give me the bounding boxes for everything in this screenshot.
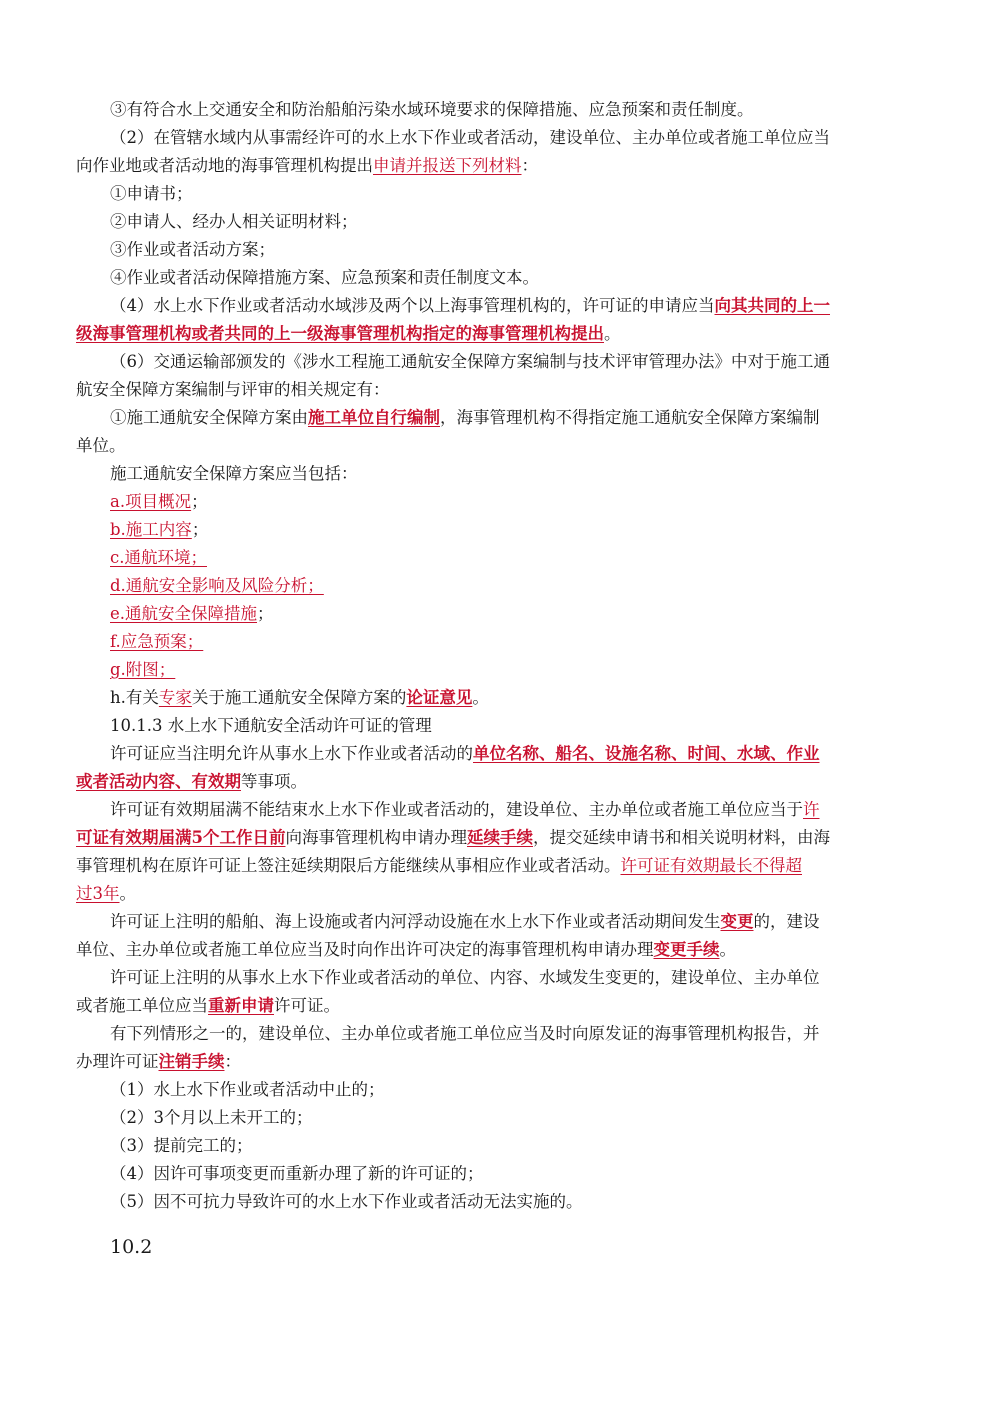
text-line	[76, 152, 928, 180]
highlighted-text: 论证意见	[406, 688, 473, 707]
highlighted-text: 可证有效期届满5个工作日前	[76, 828, 286, 847]
text-line	[76, 992, 928, 1020]
text-line	[76, 180, 928, 208]
text-line	[76, 824, 928, 852]
text-line	[76, 348, 928, 376]
highlighted-text: 变更	[720, 912, 754, 931]
text-line	[76, 684, 928, 712]
text-segment: 关于施工通航安全保障方案的	[191, 688, 407, 707]
text-line	[76, 936, 928, 964]
text-segment: h.有关	[110, 688, 159, 707]
text-line	[76, 908, 928, 936]
highlighted-text: b.施工内容	[110, 520, 192, 539]
text-segment: （6）交通运输部颁发的《涉水工程施工通航安全保障方案编制与技术评审管理办法》中对于施工通	[110, 352, 830, 371]
text-line	[76, 460, 928, 488]
text-segment: 向海事管理机构申请办理	[285, 828, 467, 847]
text-segment: ③作业或者活动方案；	[110, 240, 275, 259]
text-line	[76, 236, 928, 264]
text-segment: 。	[604, 324, 621, 343]
text-line	[76, 600, 928, 628]
text-segment: 向作业地或者活动地的海事管理机构提出	[76, 156, 373, 175]
highlighted-text: 变更手续	[653, 940, 720, 959]
highlighted-text: e.通航安全保障措施	[110, 604, 258, 623]
text-line	[76, 404, 928, 432]
text-line	[76, 544, 928, 572]
text-segment: （3）提前完工的；	[110, 1136, 253, 1155]
text-line	[76, 1076, 928, 1104]
highlighted-text: 过3年	[76, 884, 120, 903]
text-segment: ，提交延续申请书和相关说明材料，由海	[532, 828, 830, 847]
text-segment: 许可证有效期届满不能结束水上水下作业或者活动的，建设单位、主办单位或者施工单位应当于	[110, 800, 803, 819]
highlighted-text: 专家	[158, 688, 192, 707]
text-segment: 办理许可证	[76, 1052, 159, 1071]
text-line	[76, 124, 928, 152]
text-line	[76, 96, 928, 124]
text-segment: 许可证上注明的船舶、海上设施或者内河浮动设施在水上水下作业或者活动期间发生	[110, 912, 721, 931]
text-segment: ②申请人、经办人相关证明材料；	[110, 212, 358, 231]
text-line	[76, 628, 928, 656]
text-segment: 等事项。	[241, 772, 307, 791]
text-segment: 单位。	[76, 436, 126, 455]
text-line	[76, 1104, 928, 1132]
text-line	[76, 1160, 928, 1188]
document-body	[76, 96, 928, 1262]
text-line	[76, 320, 928, 348]
text-line	[76, 880, 928, 908]
text-segment: ；	[191, 520, 209, 539]
text-segment: ：	[521, 156, 538, 175]
text-segment: 许可证应当注明允许从事水上水下作业或者活动的	[110, 744, 473, 763]
text-segment: 航安全保障方案编制与评审的相关规定有：	[76, 380, 390, 399]
text-segment: ①施工通航安全保障方案由	[110, 408, 308, 427]
text-line	[76, 516, 928, 544]
text-segment: 许可证。	[274, 996, 340, 1015]
highlighted-text: 向其共同的上一	[714, 296, 830, 315]
text-segment: （1）水上水下作业或者活动中止的；	[110, 1080, 385, 1099]
text-segment: 10.1.3 水上水下通航安全活动许可证的管理	[110, 716, 432, 735]
highlighted-text: 施工单位自行编制	[308, 408, 440, 427]
section-heading: 10.2	[110, 1236, 153, 1258]
text-line	[76, 1188, 928, 1216]
highlighted-text: 许	[803, 800, 820, 819]
text-segment: ：	[224, 1052, 241, 1071]
text-segment: 有下列情形之一的，建设单位、主办单位或者施工单位应当及时向原发证的海事管理机构报告，并	[110, 1024, 820, 1043]
text-line	[76, 432, 928, 460]
highlighted-text: 注销手续	[158, 1052, 225, 1071]
text-segment: 的，建设	[753, 912, 820, 931]
highlighted-text: 级海事管理机构或者共同的上一级海事管理机构指定的海事管理机构提出	[76, 324, 604, 343]
highlighted-text: 重新申请	[208, 996, 274, 1015]
text-line	[76, 712, 928, 740]
highlighted-text: 许可证有效期最长不得超	[620, 856, 802, 875]
text-segment: 。	[719, 940, 736, 959]
text-line	[76, 208, 928, 236]
text-line	[76, 264, 928, 292]
text-line	[76, 292, 928, 320]
text-segment: 单位、主办单位或者施工单位应当及时向作出许可决定的海事管理机构申请办理	[76, 940, 654, 959]
highlighted-text: 申请并报送下列材料	[373, 156, 522, 175]
text-line	[76, 656, 928, 684]
text-segment: 。	[472, 688, 489, 707]
text-segment: ；	[191, 492, 208, 511]
text-segment: 施工通航安全保障方案应当包括：	[110, 464, 358, 483]
text-segment: ③有符合水上交通安全和防治船舶污染水域环境要求的保障措施、应急预案和责任制度。	[110, 100, 754, 119]
text-segment: ，海事管理机构不得指定施工通航安全保障方案编制	[440, 408, 820, 427]
text-segment: （2）3个月以上未开工的；	[110, 1108, 313, 1127]
text-segment: 或者施工单位应当	[76, 996, 208, 1015]
text-segment: ；	[257, 604, 274, 623]
text-segment: （4）因许可事项变更而重新办理了新的许可证的；	[110, 1164, 484, 1183]
highlighted-text: 延续手续	[466, 828, 533, 847]
text-segment: （4）水上水下作业或者活动水域涉及两个以上海事管理机构的，许可证的申请应当	[110, 296, 715, 315]
highlighted-text: f.应急预案；	[110, 632, 204, 651]
text-line	[76, 796, 928, 824]
text-segment: （2）在管辖水域内从事需经许可的水上水下作业或者活动，建设单位、主办单位或者施工单位应当	[110, 128, 830, 147]
text-line	[76, 852, 928, 880]
text-line	[76, 1132, 928, 1160]
highlighted-text: d.通航安全影响及风险分析；	[110, 576, 324, 595]
highlighted-text: c.通航环境；	[110, 548, 207, 567]
text-line	[76, 740, 928, 768]
text-line	[76, 488, 928, 516]
highlighted-text: a.项目概况	[110, 492, 192, 511]
text-line	[76, 1020, 928, 1048]
text-segment: 。	[119, 884, 136, 903]
text-segment: 许可证上注明的从事水上水下作业或者活动的单位、内容、水域发生变更的，建设单位、主办单位	[110, 968, 820, 987]
text-line	[76, 572, 928, 600]
text-line	[76, 1048, 928, 1076]
text-segment: ①申请书；	[110, 184, 193, 203]
text-segment: 事管理机构在原许可证上签注延续期限后方能继续从事相应作业或者活动。	[76, 856, 621, 875]
text-segment: ④作业或者活动保障措施方案、应急预案和责任制度文本。	[110, 268, 539, 287]
text-line	[76, 768, 928, 796]
highlighted-text: 单位名称、船名、设施名称、时间、水域、作业	[473, 744, 820, 763]
text-segment: （5）因不可抗力导致许可的水上水下作业或者活动无法实施的。	[110, 1192, 583, 1211]
text-line	[76, 376, 928, 404]
highlighted-text: g.附图；	[110, 660, 176, 679]
text-line	[76, 964, 928, 992]
highlighted-text: 或者活动内容、有效期	[76, 772, 241, 791]
